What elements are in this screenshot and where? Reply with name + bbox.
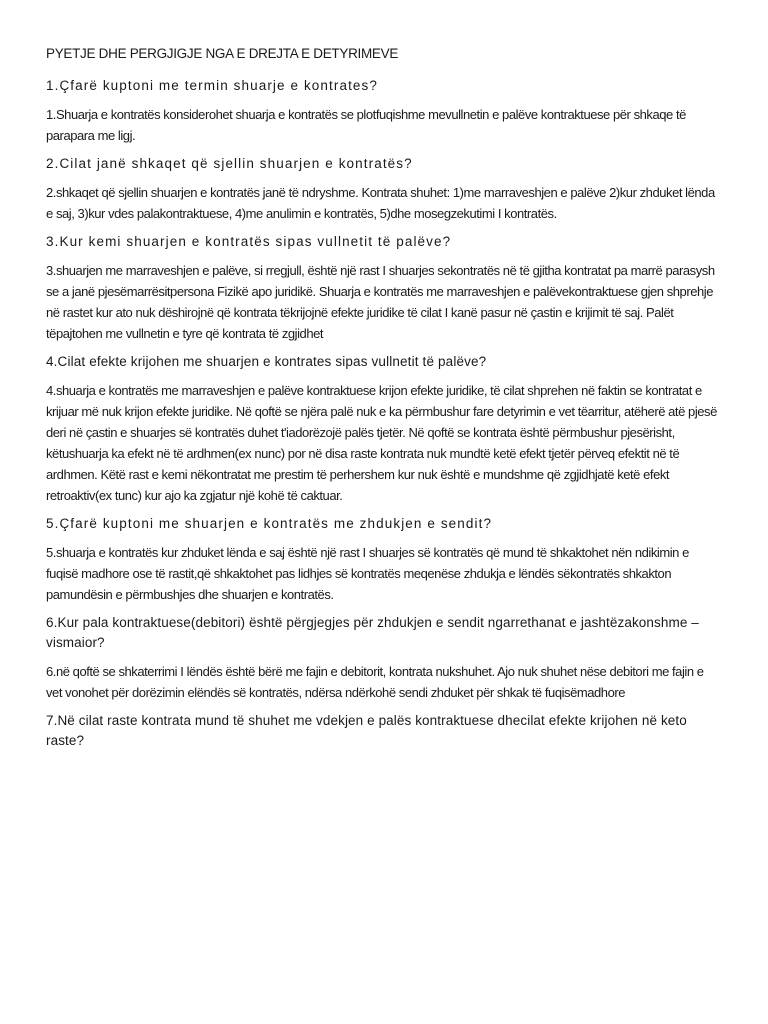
question-3: 3.Kur kemi shuarjen e kontratës sipas vullnetit të palëve? bbox=[46, 234, 452, 249]
question-5: 5.Çfarë kuptoni me shuarjen e kontratës me zhdukjen e sendit? bbox=[46, 516, 493, 531]
answer-1: 1.Shuarja e kontratës konsiderohet shuarja e kontratës se plotfuqishme mevullnetin e palëve kontraktuese për shkaqe të parapara me ligj. bbox=[46, 107, 686, 143]
answer-6: 6.në qoftë se shkaterrimi I lëndës është bërë me fajin e debitorit, kontrata nukshuhet. Ajo nuk shuhet nëse debitori me fajin e vet vonohet për dorëzimin elëndës së kontratës, ndërsa ndërkohë sendi zhduket për shkak të fuqisëmadhore bbox=[46, 664, 704, 700]
document-title: PYETJE DHE PERGJIGJE NGA E DREJTA E DETYRIMEVE bbox=[46, 46, 399, 61]
answer-4: 4.shuarja e kontratës me marraveshjen e palëve kontraktuese krijon efekte juridike, të cilat shprehen në faktin se kontratat e krijuar më nuk krijon efekte juridike. Në qoftë se njëra palë nuk e ka përmbushur fare detyrimin e vet tëarritur, atëherë atë pjesë deri në çastin e shuarjes së kontratës duhet t'iadorëzojë palës tjetër. Në qoftë se kontrata është përmbushur pjesërisht, këtushuarja ka efekt në të ardhmen(ex nunc) por në disa raste kontrata nuk mundtë ketë efekt tjetër përveq efektit në të ardhmen. Këtë rast e kemi nëkontratat me prestim të perhershem kur nuk është e mundshme që zgjidhjatë ketë efekt retroaktiv(ex tunc) kur ajo ka zgjatur një kohë të caktuar. bbox=[46, 383, 717, 503]
question-7: 7.Në cilat raste kontrata mund të shuhet me vdekjen e palës kontraktuese dhecilat efekte krijohen në keto raste? bbox=[46, 713, 687, 748]
question-4: 4.Cilat efekte krijohen me shuarjen e kontrates sipas vullnetit të palëve? bbox=[46, 354, 487, 369]
answer-3: 3.shuarjen me marraveshjen e palëve, si rregjull, është një rast I shuarjes sekontratës në të gjitha kontratat pa marrë parasysh se a janë pjesëmarrësitpersona Fizikë apo juridikë. Shuarja e kontratës me marraveshjen e palëvekontraktuese gjen shprehje në rastet kur ato nuk dëshirojnë që kontrata tëkrijojnë efekte juridike të cilat I kanë pasur në çastin e krijimit të saj. Palët tëpajtohen me vullnetin e tyre që kontrata të zgjidhet bbox=[46, 263, 715, 341]
answer-2: 2.shkaqet që sjellin shuarjen e kontratës janë të ndryshme. Kontrata shuhet: 1)me marraveshjen e palëve 2)kur zhduket lënda e saj, 3)kur vdes palakontraktuese, 4)me anulimin e kontratës, 5)dhe mosegzekutimi I kontratës. bbox=[46, 185, 715, 221]
question-2: 2.Cilat janë shkaqet që sjellin shuarjen e kontratës? bbox=[46, 156, 413, 171]
question-1: 1.Çfarë kuptoni me termin shuarje e kontrates? bbox=[46, 78, 378, 93]
answer-5: 5.shuarja e kontratës kur zhduket lënda e saj është një rast I shuarjes së kontratës që mund të shkaktohet nën ndikimin e fuqisë madhore ose të rastit,që shkaktohet pas lidhjes së kontratës meqenëse zhdukja e lëndës sëkontratës shkakton pamundësin e përmbushjes dhe shuarjen e kontratës. bbox=[46, 545, 689, 602]
question-6: 6.Kur pala kontraktuese(debitori) është përgjegjes për zhdukjen e sendit ngarrethanat e jashtëzakonshme – vismaior? bbox=[46, 615, 699, 650]
